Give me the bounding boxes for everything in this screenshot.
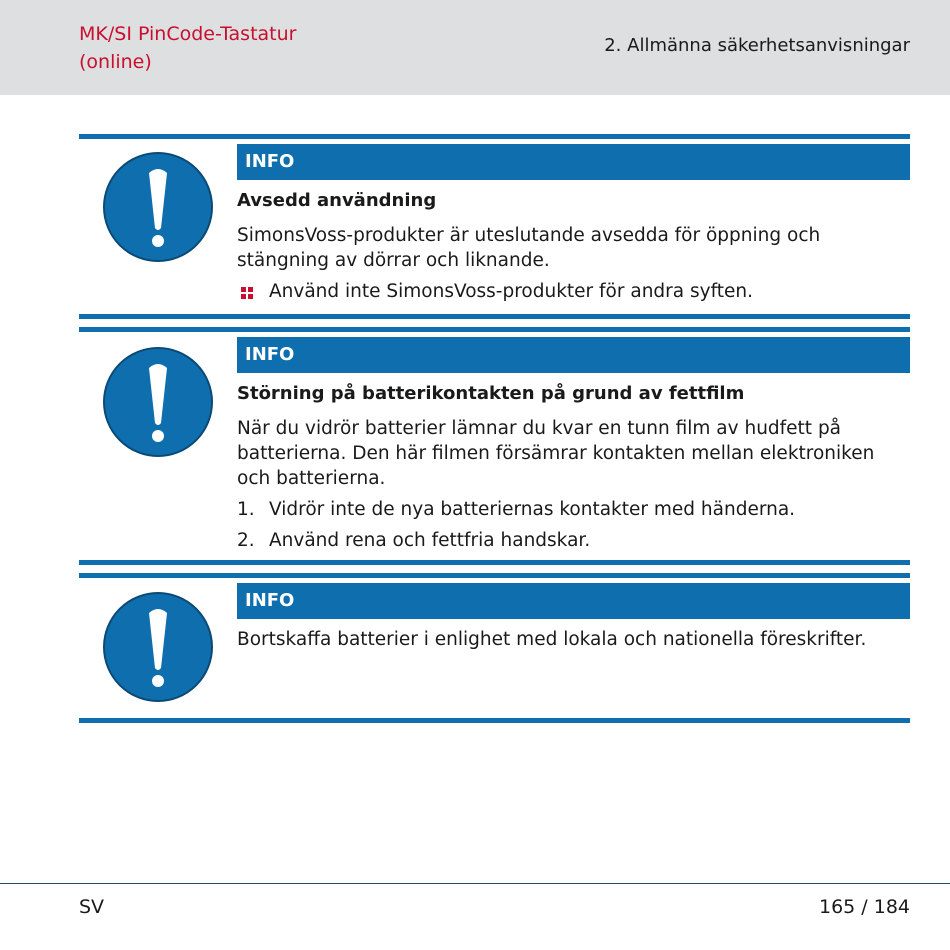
top-rule [79, 134, 910, 139]
info-text: Bortskaffa batterier i enlighet med lokala och nationella föreskrifter. [237, 629, 867, 650]
exclamation-icon [102, 346, 214, 458]
page-number: 165 / 184 [818, 896, 910, 918]
info-text: När du vidrör batterier lämnar du kvar en tunn film av hudfett på batterierna. Den här filmen försämrar kontakten mellan elektroniken och batterierna. [237, 418, 875, 489]
document-title-line2: (online) [79, 51, 152, 73]
step-text: Vidrör inte de nya batteriernas kontakter med händerna. [269, 499, 796, 520]
info-label-bar: INFO [237, 583, 910, 619]
bottom-rule [79, 718, 910, 723]
info-box-battery-contact [79, 327, 910, 567]
document-title [79, 20, 296, 76]
info-heading: Avsedd användning [237, 190, 437, 211]
info-content [237, 189, 910, 304]
info-box-intended-use [79, 134, 910, 324]
bottom-rule [79, 314, 910, 319]
step-number: 2. [237, 530, 255, 551]
step-number: 1. [237, 499, 255, 520]
top-rule [79, 327, 910, 332]
step-text: Använd rena och fettfria handskar. [269, 530, 591, 551]
info-heading: Störning på batterikontakten på grund av fettfilm [237, 383, 745, 404]
info-content [237, 627, 910, 652]
info-label-bar: INFO [237, 144, 910, 180]
document-title-line1: MK/SI PinCode-Tastatur [79, 23, 297, 45]
bottom-rule [79, 560, 910, 565]
bullet-item [237, 279, 910, 304]
numbered-step [237, 528, 910, 553]
section-title: 2. Allmänna säkerhetsanvisningar [604, 35, 910, 56]
numbered-step [237, 497, 910, 522]
footer-divider [0, 883, 950, 884]
info-label-bar: INFO [237, 337, 910, 373]
bullet-text: Använd inte SimonsVoss-produkter för andra syften. [269, 281, 753, 302]
info-box-battery-disposal [79, 573, 910, 725]
footer-language: SV [79, 896, 105, 918]
top-rule [79, 573, 910, 578]
exclamation-icon [102, 591, 214, 703]
info-content [237, 382, 910, 553]
info-text: SimonsVoss-produkter är uteslutande avsedda för öppning och stängning av dörrar och liknande. [237, 225, 821, 271]
page-header [0, 0, 950, 95]
exclamation-icon [102, 151, 214, 263]
